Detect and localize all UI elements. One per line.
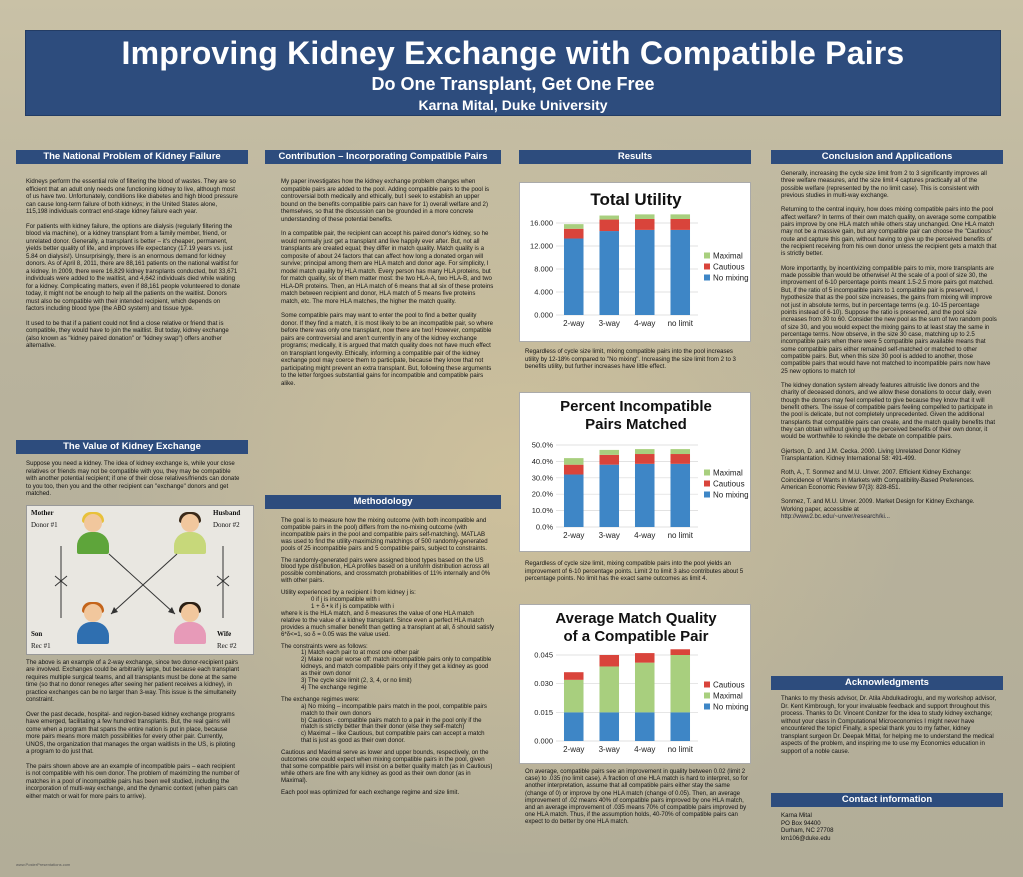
section-body-national-problem	[16, 164, 248, 350]
paragraph: It used to be that if a patient could not find a close relative or friend that is compatible, they would have to join the waitlist. But today, kidney exchange (also known as "kidney paired donation" or "kidney swap") offers another alternative.	[26, 319, 229, 349]
bar-segment-cautious	[635, 454, 655, 464]
column-1	[16, 150, 248, 800]
legend-swatch	[704, 693, 710, 699]
constraint-item: 2) Make no pair worse off: match incompatible pairs only to compatible kidneys, and match compatible pairs only if they get a kidney as good as their own donor	[301, 656, 492, 678]
x-tick-label: 2-way	[563, 319, 585, 328]
contact-info	[771, 812, 1003, 842]
y-tick-label: 40.0%	[531, 456, 553, 466]
legend-label: Cautious	[713, 479, 745, 489]
column-2	[265, 150, 501, 796]
diagram-label-mother: Mother	[31, 508, 54, 517]
paragraph: The above is an example of a 2-way exchange, since two donor-recipient pairs are involved. Exchanges could be arbitrarily large, but because each transplant requires multiple surgical teams, and all transplants must be done at the same time (so that no donor reneges after seeing her patient receives a kidney), in practice exchanges can be no larger than 3-way. This issue is the simultaneity constraint.	[26, 658, 240, 703]
y-tick-label: 50.0%	[531, 440, 553, 450]
reference: Gjertson, D. and J.M. Cecka. 2000. Living Unrelated Donor Kidney Transplantation. Kidney International 58: 491-499.	[781, 447, 961, 463]
x-tick-label: no limit	[667, 531, 693, 540]
bar-segment-cautious	[635, 219, 655, 230]
y-tick-label: 0.000	[534, 310, 553, 320]
reference: Sonmez, T. and M.U. Unver. 2009. Market Design for Kidney Exchange. Working paper, accessible at	[781, 498, 975, 513]
paragraph: Over the past decade, hospital- and region-based kidney exchange programs have emerged, facilitating a few hundred transplants. But, the real gains will come when a program that spans the entire nation is put in place, because more pairs means more match possibilities for every other pair. Currently, UNOS, the organization that manages the organ waitlists in the US, is piloting a program to do just that.	[26, 710, 235, 755]
x-tick-label: 3-way	[598, 319, 620, 328]
legend-label: Maximal	[713, 468, 743, 478]
bar-segment-maximal	[635, 663, 655, 713]
poster-subtitle: Do One Transplant, Get One Free	[371, 74, 655, 94]
reference: Roth, A., T. Sonmez and M.U. Unver. 2007. Efficient Kidney Exchange: Coincidence of Wants in Markets with Compatibility-Based Preferences. American Economic Review 97(3): 828-851.	[781, 469, 975, 492]
chart-title: Pairs Matched	[585, 416, 687, 433]
bar-segment-maximal	[599, 666, 619, 712]
paragraph: The kidney donation system already features altruistic live donors and the charity of deceased donors, and we allow these donations to occur daily, even though the donors may feel compelled to give because they know that it will benefit others. The issue of compatible pairs feeling compelled to participate in the pool is delicate, but not completely unprecedented. Given the additional transplants that compatible pairs can create, and the match quality benefits that they can obtain without giving up the perceived benefits of their own donor, it would be worthwhile to rekindle the debate on compatible pairs.	[781, 381, 996, 441]
section-heading-national-problem: The National Problem of Kidney Failure	[16, 150, 248, 164]
bar-segment-no-mixing	[599, 231, 619, 315]
bar-segment-cautious	[564, 229, 584, 239]
diagram-label-wife: Wife	[217, 629, 232, 638]
bar-segment-no-mixing	[635, 230, 655, 315]
y-tick-label: 0.000	[534, 736, 553, 746]
legend-swatch	[704, 264, 710, 270]
bar-segment-maximal	[670, 449, 690, 454]
bar-segment-maximal	[670, 655, 690, 712]
paragraph: Each pool was optimized for each exchange regime and size limit.	[281, 788, 460, 796]
constraint-item: 3) The cycle size limit (2, 3, 4, or no limit)	[301, 677, 412, 685]
diagram-label-rec1: Rec #1	[31, 641, 51, 650]
legend-swatch	[704, 682, 710, 688]
bar-segment-no-mixing	[564, 712, 584, 741]
x-tick-label: 4-way	[634, 319, 656, 328]
legend-label: No mixing	[713, 273, 749, 283]
section-body-conclusion	[771, 164, 1003, 519]
x-tick-label: 2-way	[563, 531, 585, 540]
legend-label: No mixing	[713, 702, 749, 712]
regime-item: b) Cautious - compatible pairs match to a pair in the pool only if the match is strictly better than their donor (else they self-match)	[301, 716, 482, 731]
paragraph: Cautious and Maximal serve as lower and upper bounds, respectively, on the outcomes one could expect when mixing compatible pairs in the pool, given that some compatible pairs will insist on a better quality match (as in Cautious) while others are fine with any kidney as good as their own donor (as in Maximal).	[281, 749, 493, 784]
section-heading-acknowledgments: Acknowledgments	[771, 676, 1003, 690]
diagram-label-donor2: Donor #2	[213, 520, 240, 529]
column-4	[771, 150, 1003, 842]
bar-segment-maximal	[635, 449, 655, 454]
contact-city: Durham, NC 27708	[781, 827, 834, 834]
x-tick-label: 3-way	[598, 531, 620, 540]
y-tick-label: 30.0%	[531, 473, 553, 483]
bar-segment-maximal	[599, 216, 619, 220]
y-tick-label: 10.0%	[531, 506, 553, 516]
y-tick-label: 20.0%	[531, 489, 553, 499]
legend-label: Cautious	[713, 680, 745, 690]
bar-segment-no-mixing	[564, 475, 584, 527]
paragraph: The pairs shown above are an example of incompatible pairs – each recipient is not compatible with his own donor. The problem of maximizing the number of matches in a pool of incompatible pairs has been well studied, including the incorporation of multi-way exchange, and the dynamic context (when pairs can either match or wait for more pairs to arrive).	[26, 762, 240, 800]
y-tick-label: 12.000	[530, 241, 553, 251]
regime-item: c) Maximal – like Cautious, but compatible pairs can accept a match that is just as good as their own donor.	[301, 730, 485, 745]
section-heading-value-exchange: The Value of Kidney Exchange	[16, 440, 248, 454]
bar-segment-cautious	[599, 455, 619, 465]
y-tick-label: 0.030	[534, 679, 553, 689]
constraint-item: 4) The exchange regime	[301, 683, 367, 691]
bar-segment-cautious	[564, 672, 584, 680]
bar-segment-cautious	[599, 220, 619, 232]
paragraph: In a compatible pair, the recipient can accept his paired donor's kidney, so he would normally just get a transplant and live happily ever after. But, not all transplants are created equal; they differ in match quality. Match quality is a composite of about 24 factors that can affect how long a donated organ will survive; principal among them are HLA match and donor age. For simplicity, I model match quality by HLA match. Every person has many HLA proteins, but for match quality, six of them matter most: the two HLA-A, two HLA-B, and two HLA-DR proteins. Then, an HLA match of 6 means that all six of these proteins match between recipient and donor, HLA match of 5 means five proteins match, etc. The more HLA matches, the higher the match quality.	[281, 230, 494, 305]
paragraph: My paper investigates how the kidney exchange problem changes when compatible pairs are added to the pool. Adding compatible pairs to the pool is controversial both medically and ethically, but I seek to establish an upper bound on the benefits compatible pairs can have for 1) overall welfare and 2) themselves, so that the discussion can be grounded in a more concrete understanding of these potential benefits.	[281, 178, 489, 223]
bar-segment-maximal	[599, 450, 619, 455]
reference-link[interactable]: http://www2.bc.edu/~unver/research/ki...	[781, 513, 890, 520]
legend-label: No mixing	[713, 490, 749, 500]
bar-segment-cautious	[670, 454, 690, 464]
paragraph: Utility experienced by a recipient i from kidney j is:	[281, 589, 416, 597]
exchange-arrows	[27, 506, 255, 656]
x-tick-label: no limit	[667, 745, 693, 754]
bar-segment-no-mixing	[599, 712, 619, 741]
y-tick-label: 8.000	[534, 264, 553, 274]
chart-total-utility	[519, 182, 751, 342]
utility-equation-line: 1 + δ • k if j is compatible with i	[311, 602, 394, 610]
contact-name: Karna Mital	[781, 812, 812, 819]
paragraph: The exchange regimes were:	[281, 695, 360, 703]
diagram-label-donor1: Donor #1	[31, 520, 58, 529]
paragraph: Suppose you need a kidney. The idea of kidney exchange is, while your close relatives or friends may not be compatible with you, they may be compatible with another potential recipient; if one of their close relatives/friends can donate to you too, then you and the other recipient can "exchange" donors and get matched.	[26, 460, 240, 497]
caption-percent-matched: Regardless of cycle size limit, mixing compatible pairs into the pool yields an improvement of 6-10 percentage points. Limit 2 to limit 3 also contributes about 5 percentage points. No limit has the exact same outcomes as limit 4.	[525, 560, 744, 582]
paragraph: Returning to the central inquiry, how does mixing compatible pairs into the pool affect welfare? In terms of their own match quality, on average some compatible pairs improve by one HLA match while others stay unchanged. One HLA match may not be a massive gain, but any compatible pair can choose the "Cautious" route and capture this gain, without having to give up the perceived benefits of the recipient receiving from his own donor unless the recipient gets a match that is strictly better.	[781, 206, 997, 258]
legend-swatch	[704, 704, 710, 710]
poster-title: Improving Kidney Exchange with Compatible Pairs	[121, 35, 905, 71]
paragraph: Generally, increasing the cycle size limit from 2 to 3 significantly improves all three welfare measures, and the size limit 4 captures practically all of the possible welfare (represented by the no limit case). This is consistent with previous studies in multi-way exchange.	[781, 170, 987, 200]
constraint-item: 1) Match each pair to at most one other pair	[301, 649, 420, 657]
bar-segment-no-mixing	[564, 239, 584, 315]
legend-swatch	[704, 275, 710, 281]
bar-segment-cautious	[635, 653, 655, 663]
section-heading-contribution: Contribution – Incorporating Compatible Pairs	[265, 150, 501, 164]
paragraph: The constraints were as follows:	[281, 642, 368, 650]
diagram-label-son: Son	[31, 629, 43, 638]
legend-swatch	[704, 492, 710, 498]
column-3	[519, 150, 751, 826]
paragraph: Some compatible pairs may want to enter the pool to find a better quality donor. If they find a match, it is most likely to be an incompatible pair, so where before there was only one transplant, now there are two! However, compatible pairs are controversial and aren't currently in any of the kidney exchange programs; medically, it is argued that match quality does not have much effect on transplant longevity. Ethically, informing a compatible pair of the kidney exchange pool may coerce them to participate, because they know that not participating might prevent an extra transplant. But, following these arguments to the letter forgoes substantial gains for incompatible and compatible pairs alike.	[281, 312, 494, 387]
x-tick-label: no limit	[667, 319, 693, 328]
footer-note: www.PosterPresentations.com	[16, 862, 71, 867]
bar-segment-no-mixing	[670, 712, 690, 741]
bar-segment-maximal	[564, 458, 584, 465]
chart-percent-matched	[519, 392, 751, 552]
poster-author: Karna Mital, Duke University	[418, 97, 608, 113]
x-tick-label: 2-way	[563, 745, 585, 754]
exchange-diagram	[26, 505, 254, 655]
y-tick-label: 0.045	[534, 650, 553, 660]
x-tick-label: 3-way	[598, 745, 620, 754]
paragraph: The goal is to measure how the mixing outcome (with both incompatible and compatible pairs in the pool) differs from the no-mixing outcome (with incompatible pairs in the pool and compatible pairs self-matching). MATLAB was used to find the utility-maximizing matchings of 500 randomly-generated pools of 25 incompatible pairs and 5 compatible pairs, subject to constraints.	[281, 517, 488, 552]
diagram-label-rec2: Rec #2	[217, 641, 237, 650]
diagram-label-husband: Husband	[213, 508, 241, 517]
bar-segment-maximal	[564, 680, 584, 712]
legend-label: Cautious	[713, 262, 745, 272]
paragraph: where k is the HLA match, and δ measures the value of one HLA match relative to the value of a kidney transplant. Since even a perfect HLA match provides a much smaller benefit than getting a transplant at all, δ should satisfy 6*δ<=1, so δ = 0.05 was the value used.	[281, 609, 495, 638]
paragraph: Kidneys perform the essential role of filtering the blood of wastes. They are so efficient that an adult only needs one functioning kidney to live, although most of us have two. Unfortunately, conditions like diabetes and high blood pressure can cause long-term failure of both kidneys; in the United States alone, 115,198 individuals contract end-stage kidney failure each year.	[26, 178, 238, 215]
bar-segment-cautious	[670, 649, 690, 655]
legend-label: Maximal	[713, 251, 743, 261]
bar-segment-no-mixing	[635, 464, 655, 527]
contact-email[interactable]: km106@duke.edu	[781, 834, 831, 842]
bar-segment-no-mixing	[670, 230, 690, 315]
caption-total-utility: Regardless of cycle size limit, mixing compatible pairs into the pool increases utility by 12-18% compared to "No mixing". Increasing the size limit from 2 to 3 benefits utility, but further increases have little effect.	[525, 348, 736, 370]
chart-title: Total Utility	[590, 190, 682, 209]
caption-match-quality: On average, compatible pairs see an improvement in quality between 0.02 (limit 2 case) to .035 (no limit case). A fraction of one HLA match is hard to interpret, so for another interpretation, assume that all compatible pairs either stay the same (change of 0) or improve by one HLA match (change of 0.05). Then, an average improvement of .02 means 40% of compatible pairs improved by one HLA match, and an average improvement of .035 means 70% of compatible pairs improved by one HLA match. Thus, if the assumption holds, 40-70% of compatible pairs can expect to do better by one HLA match.	[525, 768, 748, 826]
bar-segment-maximal	[670, 214, 690, 219]
y-tick-label: 0.0%	[535, 522, 553, 532]
bar-segment-cautious	[599, 655, 619, 666]
y-tick-label: 4.000	[534, 287, 553, 297]
chart-match-quality	[519, 604, 751, 764]
bar-segment-maximal	[564, 224, 584, 229]
y-tick-label: 16.000	[530, 218, 553, 228]
chart-title: Average Match Quality	[555, 610, 717, 627]
paragraph: For patients with kidney failure, the options are dialysis (regularly filtering the blood via machine), or a kidney transplant from a family member, friend, or unrelated donor. Generally, a transplant is better – it's cheaper, permanent, yields better quality of life, and improves life expectancy (17.19 years vs. just 5.84 on dialysis!). Unsurprisingly, there is an enormous demand for kidney donors. As of April 8, 2011, there are 88,161 patients on the national waitlist for a kidney. In 2009, there were 16,829 kidney transplants conducted, but 33,671 individuals were added to the waitlist, and 4,642 individuals died while waiting for a kidney. Complicating matters, even if 88,161 people volunteered to donate today, it might not be enough to help all the patients on the waitlist. Donors must also be compatible with their intended recipient, which depends on factors including blood type (the ABO system) and tissue type.	[26, 222, 240, 312]
contact-po-box: PO Box 94400	[781, 819, 821, 827]
poster-header	[25, 30, 1001, 116]
paragraph: The randomly-generated pairs were assigned blood types based on the US blood type distribution, HLA profiles based on a uniform distribution across all possible combinations, and crossmatch probabilities of 11% internally and 0% with other pairs.	[281, 556, 491, 585]
bar-segment-cautious	[564, 465, 584, 475]
section-body-methodology	[265, 518, 501, 804]
x-tick-label: 4-way	[634, 531, 656, 540]
utility-equation-line: 0 if j is incompatible with i	[311, 596, 380, 604]
section-body-acknowledgments: Thanks to my thesis advisor, Dr. Atila Abdulkadiroglu, and my workshop advisor, Dr. Kent Kimbrough, for your invaluable feedback and support throughout this process. Thanks to Dr. Vincent Conitzer for the idea to study kidney exchange; without your class in Computational Microeconomics I might never have encountered the topic! Finally, a special thank you to my father, kidney transplant surgeon Dr. Deepak Mittal, for helping me to understand the medical aspects of the problem, and inspiring me to use my Economics education in support of a noble cause.	[781, 695, 997, 755]
section-heading-results: Results	[519, 150, 751, 164]
x-tick-label: 4-way	[634, 745, 656, 754]
legend-label: Maximal	[713, 691, 743, 701]
legend-swatch	[704, 470, 710, 476]
chart-title: of a Compatible Pair	[563, 628, 709, 645]
y-tick-label: 0.015	[534, 707, 553, 717]
legend-swatch	[704, 481, 710, 487]
regime-item: a) No mixing – incompatible pairs match in the pool, compatible pairs match to their own donors	[301, 702, 487, 717]
bar-segment-maximal	[635, 214, 655, 219]
section-body-value-exchange	[16, 460, 248, 807]
section-heading-contact: Contact information	[771, 793, 1003, 807]
bar-segment-no-mixing	[599, 465, 619, 527]
bar-segment-cautious	[670, 219, 690, 230]
paragraph: More importantly, by incentivizing compatible pairs to mix, more transplants are made possible than would be otherwise! At the scale of a pool of size 30, the improvement of 6-10 percentage points meant 1.5-2.5 more pairs got matched. But, if the ratio of 5 incompatible pairs to 1 compatible pair is preserved, I hypothesize that as the pool size increases, the gains from mixing will improve not just in absolute terms, but in percentage terms (e.g. 10-15 percentage points instead of 6-10). Suppose the ratio is preserved, and the pool size increases from 30 to 60. Consider the new pool as the sum of two random pools of size 30, and you would expect the mixing gains to at least stay the same in percentage terms. Now observe, in the size 30 case, matching up to 2.5 incompatible pairs when there were 5 compatible pairs available means that some compatible pairs either remained self-matched or matched to other compatible pairs. But, when this size 30 pool is added to another, those compatible pairs that would have not matched to incompatible pairs now have 25 new options to match to!	[781, 264, 997, 375]
legend-swatch	[704, 253, 710, 259]
chart-title: Percent Incompatible	[560, 398, 712, 415]
section-body-contribution	[265, 164, 501, 387]
bar-segment-no-mixing	[635, 712, 655, 741]
bar-segment-no-mixing	[670, 464, 690, 527]
section-heading-conclusion: Conclusion and Applications	[771, 150, 1003, 164]
section-heading-methodology: Methodology	[265, 495, 501, 509]
